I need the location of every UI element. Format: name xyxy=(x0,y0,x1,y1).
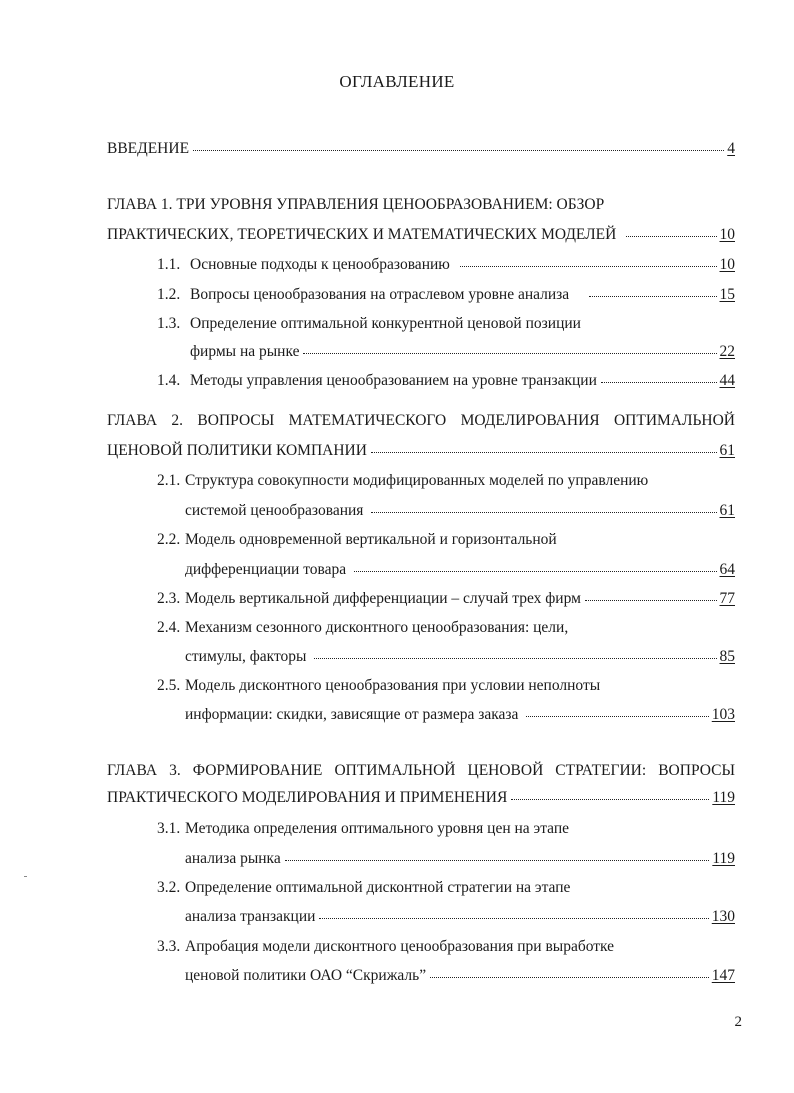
entry-page: 44 xyxy=(719,372,735,389)
toc-entry-section-2-1-line1[interactable] xyxy=(157,470,648,492)
entry-label: ЦЕНОВОЙ ПОЛИТИКИ КОМПАНИИ xyxy=(107,442,367,459)
section-number: 3.3. xyxy=(157,938,181,955)
dot-leader xyxy=(371,452,717,453)
section-number: 3.2. xyxy=(157,879,181,896)
chapter-2-heading-line1: ГЛАВА 2. ВОПРОСЫ МАТЕМАТИЧЕСКОГО МОДЕЛИРОВАНИЯ ОПТИМАЛЬНОЙ xyxy=(107,412,735,429)
chapter-1-heading-line1: ГЛАВА 1. ТРИ УРОВНЯ УПРАВЛЕНИЯ ЦЕНООБРАЗОВАНИЕМ: ОБЗОР xyxy=(107,196,605,213)
entry-label: ВВЕДЕНИЕ xyxy=(107,140,190,157)
toc-entry-section-1-4[interactable] xyxy=(157,370,735,392)
entry-label: Апробация модели дисконтного ценообразования при выработке xyxy=(185,938,615,955)
page-number: 2 xyxy=(734,1014,742,1030)
entry-page: 85 xyxy=(719,648,735,665)
entry-label: стимулы, факторы xyxy=(185,648,307,665)
entry-page: 10 xyxy=(719,256,735,273)
entry-label: системой ценообразования xyxy=(185,502,364,519)
toc-entry-section-2-2[interactable] xyxy=(185,559,735,581)
toc-entry-section-1-2[interactable] xyxy=(157,284,735,306)
dot-leader xyxy=(511,799,709,800)
entry-page: 61 xyxy=(719,442,735,459)
entry-page: 119 xyxy=(712,789,735,806)
section-number: 2.2. xyxy=(157,531,181,548)
toc-entry-section-1-1[interactable] xyxy=(157,254,735,276)
section-number: 1.1. xyxy=(157,256,181,273)
toc-entry-section-3-3[interactable] xyxy=(185,965,735,987)
entry-page: 15 xyxy=(719,286,735,303)
toc-entry-chapter-2[interactable] xyxy=(107,440,735,462)
entry-label: Определение оптимальной дисконтной стратегии на этапе xyxy=(185,879,571,896)
entry-page: 119 xyxy=(712,850,735,867)
toc-entry-section-2-5-line1[interactable] xyxy=(157,675,600,697)
entry-label: Механизм сезонного дисконтного ценообразования: цели, xyxy=(185,619,569,636)
dot-leader xyxy=(314,658,716,659)
section-number: 2.4. xyxy=(157,619,181,636)
toc-entry-section-3-2[interactable] xyxy=(185,906,735,928)
dot-leader xyxy=(371,512,716,513)
entry-label: Определение оптимальной конкурентной ценовой позиции xyxy=(190,315,581,332)
entry-label: дифференциации товара xyxy=(185,561,347,578)
entry-label: Вопросы ценообразования на отраслевом уровне анализа xyxy=(190,286,570,303)
entry-page: 77 xyxy=(719,590,735,607)
scan-speck xyxy=(24,876,27,877)
entry-label: фирмы на рынке xyxy=(190,343,300,360)
dot-leader xyxy=(285,860,710,861)
section-number: 2.3. xyxy=(157,590,181,607)
toc-entry-section-2-4-line1[interactable] xyxy=(157,617,568,639)
toc-entry-section-1-3-line1[interactable] xyxy=(157,313,581,335)
chapter-3-heading-line1: ГЛАВА 3. ФОРМИРОВАНИЕ ОПТИМАЛЬНОЙ ЦЕНОВОЙ СТРАТЕГИИ: ВОПРОСЫ xyxy=(107,762,735,779)
entry-label: Модель вертикальной дифференциации – случай трех фирм xyxy=(185,590,581,607)
dot-leader xyxy=(589,296,716,297)
entry-page: 130 xyxy=(711,908,735,925)
section-number: 1.3. xyxy=(157,315,181,332)
entry-page: 147 xyxy=(711,967,735,984)
entry-page: 10 xyxy=(719,226,735,243)
toc-entry-section-3-1[interactable] xyxy=(185,848,735,870)
dot-leader xyxy=(460,266,717,267)
entry-page: 4 xyxy=(727,140,735,157)
toc-entry-section-1-3[interactable] xyxy=(190,341,735,363)
entry-label: Методы управления ценообразованием на уровне транзакции xyxy=(190,372,597,389)
dot-leader xyxy=(303,353,716,354)
dot-leader xyxy=(193,150,724,151)
toc-entry-section-2-3[interactable] xyxy=(157,588,735,610)
entry-label: анализа транзакции xyxy=(185,908,316,925)
dot-leader xyxy=(626,236,716,237)
entry-label: ПРАКТИЧЕСКОГО МОДЕЛИРОВАНИЯ И ПРИМЕНЕНИЯ xyxy=(107,789,508,806)
entry-label: ценовой политики ОАО “Скрижаль” xyxy=(185,967,427,984)
entry-page: 64 xyxy=(719,561,735,578)
entry-page: 61 xyxy=(719,502,735,519)
entry-label: анализа рынка xyxy=(185,850,281,867)
toc-entry-chapter-1[interactable] xyxy=(107,224,735,246)
page-title: ОГЛАВЛЕНИЕ xyxy=(339,72,455,91)
section-number: 1.4. xyxy=(157,372,181,389)
toc-entry-section-3-2-line1[interactable] xyxy=(157,877,570,899)
entry-label: информации: скидки, зависящие от размера заказа xyxy=(185,706,519,723)
dot-leader xyxy=(319,918,708,919)
section-number: 2.1. xyxy=(157,472,181,489)
toc-entry-section-2-5[interactable] xyxy=(185,704,735,726)
entry-label: ПРАКТИЧЕСКИХ, ТЕОРЕТИЧЕСКИХ И МАТЕМАТИЧЕСКИХ МОДЕЛЕЙ xyxy=(107,226,617,243)
entry-label: Структура совокупности модифицированных моделей по управлению xyxy=(185,472,649,489)
section-number: 1.2. xyxy=(157,286,181,303)
dot-leader xyxy=(526,716,708,717)
section-number: 2.5. xyxy=(157,677,181,694)
toc-entry-section-2-4[interactable] xyxy=(185,646,735,668)
entry-label: Модель дисконтного ценообразования при условии неполноты xyxy=(185,677,601,694)
entry-label: Методика определения оптимального уровня цен на этапе xyxy=(185,820,570,837)
entry-page: 103 xyxy=(711,706,735,723)
entry-label: Модель одновременной вертикальной и горизонтальной xyxy=(185,531,557,548)
toc-entry-section-2-2-line1[interactable] xyxy=(157,529,557,551)
entry-label: Основные подходы к ценообразованию xyxy=(190,256,450,273)
dot-leader xyxy=(585,600,717,601)
toc-entry-section-3-1-line1[interactable] xyxy=(157,818,569,840)
section-number: 3.1. xyxy=(157,820,181,837)
dot-leader xyxy=(601,382,717,383)
entry-page: 22 xyxy=(719,343,735,360)
dot-leader xyxy=(354,571,716,572)
toc-entry-section-3-3-line1[interactable] xyxy=(157,936,614,958)
toc-entry-introduction[interactable] xyxy=(107,138,735,160)
toc-entry-chapter-3[interactable] xyxy=(107,787,735,809)
toc-entry-section-2-1[interactable] xyxy=(185,500,735,522)
dot-leader xyxy=(430,977,709,978)
